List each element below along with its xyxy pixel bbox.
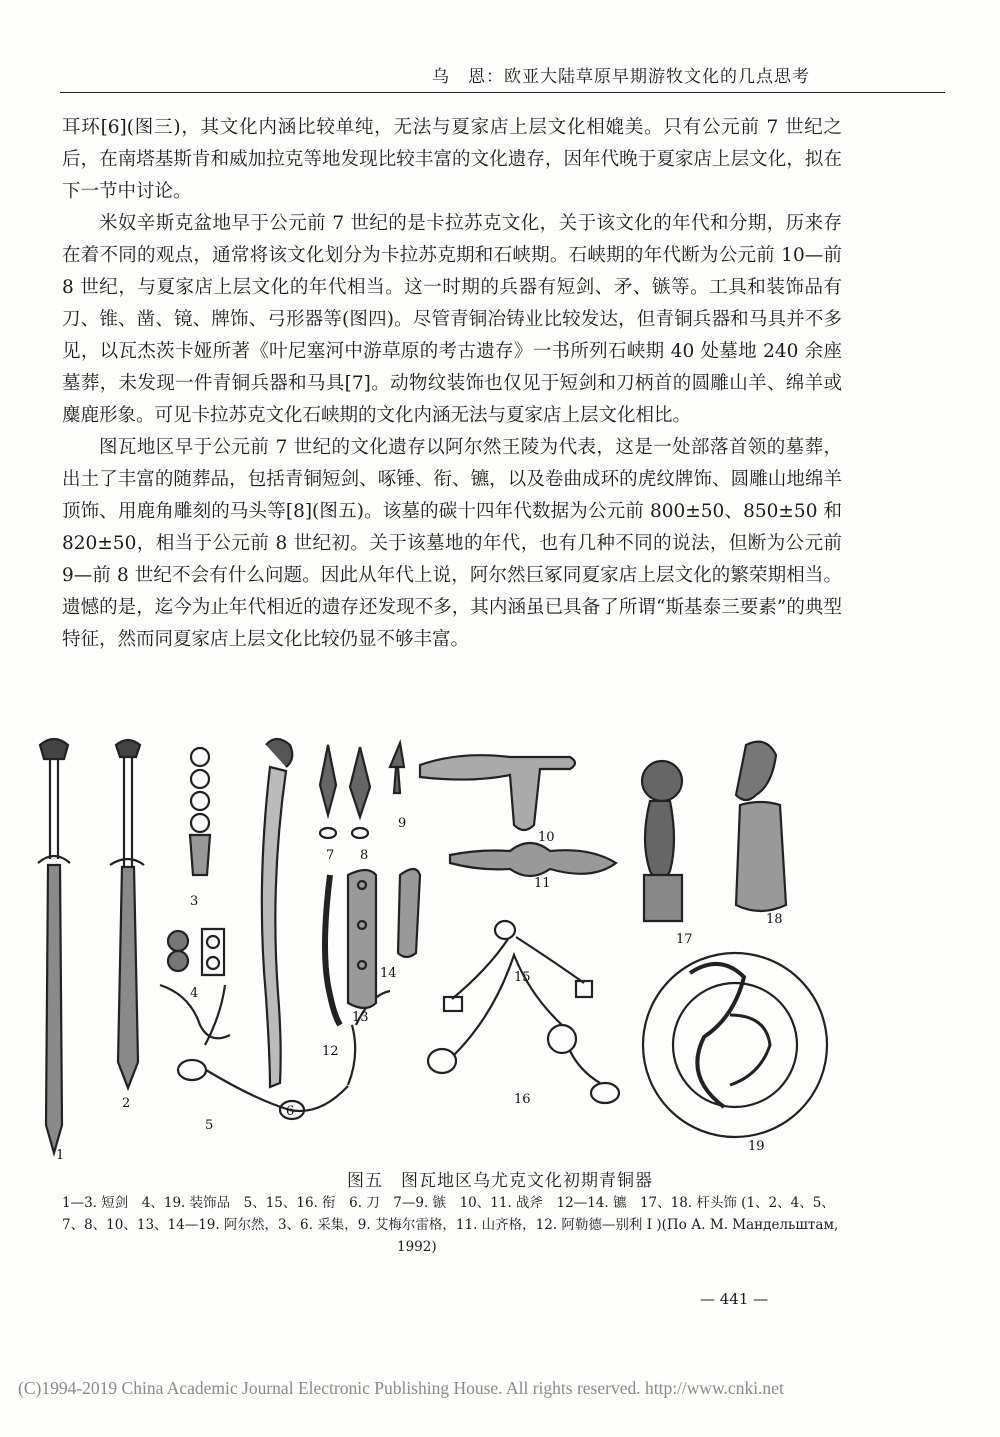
label-2: 2 — [122, 1096, 131, 1111]
label-6: 6 — [286, 1104, 295, 1119]
header-rule — [60, 92, 945, 93]
label-11: 11 — [534, 876, 551, 891]
figure-5-bronze-artifacts — [30, 725, 850, 1165]
label-18: 18 — [766, 912, 783, 927]
label-5: 5 — [205, 1118, 214, 1133]
ornament-19-drawing — [643, 953, 827, 1137]
label-17: 17 — [676, 932, 693, 947]
cheekpieces-12-14-drawing — [325, 869, 420, 1025]
label-12: 12 — [322, 1044, 339, 1059]
figure-caption: 图五 图瓦地区乌尤克文化初期青铜器 — [347, 1171, 653, 1191]
figure-notes-line-2: 1992) — [397, 1239, 437, 1255]
axe-11-drawing — [450, 843, 616, 876]
label-4: 4 — [190, 986, 199, 1001]
label-10: 10 — [538, 830, 555, 845]
label-13: 13 — [352, 1010, 369, 1025]
paragraph-2: 米奴辛斯克盆地早于公元前 7 世纪的是卡拉苏克文化，关于该文化的年代和分期，历来存在着不同的观点，通常将该文化划分为卡拉苏克期和石峡期。石峡期的年代断为公元前 10—前 8 世纪，与夏家店上层文化的年代相当。这一时期的兵器有短剑、矛、镞等。工具和装饰品有刀、锥、凿、镜、牌饰、弓形器等(图四)。尽管青铜冶铸业比较发达，但青铜兵器和马具并不多见，以瓦杰茨卡娅所著《叶尼塞河中游草原的考古遗存》一书所列石峡期 40 处墓地 240 余座墓葬，未发现一件青铜兵器和马具[7]。动物纹装饰也仅见于短剑和刀柄首的圆雕山羊、绵羊或麋鹿形象。可见卡拉苏克文化石峡期的文化内涵无法与夏家店上层文化相比。 — [62, 213, 842, 426]
page-number: — 441 — — [700, 1290, 769, 1308]
label-16: 16 — [514, 1092, 531, 1107]
knife-6-drawing — [262, 739, 292, 1087]
label-7: 7 — [326, 848, 335, 863]
figure-notes — [62, 1192, 852, 1258]
dagger-3-drawing — [190, 748, 210, 875]
finial-17-drawing — [642, 761, 682, 921]
paragraph-1: 耳环[6](图三)，其文化内涵比较单纯，无法与夏家店上层文化相媲美。只有公元前 7 世纪之后，在南塔基斯肯和威加拉克等地发现比较丰富的文化遗存，因年代晚于夏家店上层文化，拟在下一节中讨论。 — [62, 117, 842, 202]
axe-10-drawing — [420, 755, 575, 830]
label-14: 14 — [380, 966, 397, 981]
arrowheads-7-9-drawing — [320, 743, 407, 838]
finial-18-drawing — [736, 742, 786, 911]
body-text — [62, 112, 842, 656]
label-15: 15 — [514, 970, 531, 985]
label-9: 9 — [398, 816, 407, 831]
label-3: 3 — [190, 894, 199, 909]
ornament-4-drawing — [168, 929, 224, 975]
running-header: 乌 恩：欧亚大陆草原早期游牧文化的几点思考 — [432, 67, 810, 87]
figure-notes-line-1: 1—3. 短剑 4、19. 装饰品 5、15、16. 衔 6. 刀 7—9. 镞 10、11. 战斧 12—14. 镳 17、18. 杆头饰 (1、2、4、5、7、8、10、13、14—19. 阿尔然，3、6. 采集，9. 艾梅尔雷格，11. 山齐格，12. 阿勒德—别利 I )(По А. М. Мандельштам, — [62, 1195, 839, 1233]
label-19: 19 — [748, 1139, 765, 1154]
label-1: 1 — [56, 1148, 65, 1163]
figure-number-labels — [56, 816, 783, 1163]
artifact-illustration — [30, 725, 850, 1165]
label-8: 8 — [360, 848, 369, 863]
dagger-1-drawing — [38, 739, 70, 1153]
paragraph-3: 图瓦地区早于公元前 7 世纪的文化遗存以阿尔然王陵为代表，这是一处部落首领的墓葬，出土了丰富的随葬品，包括青铜短剑、啄锤、衔、镳，以及卷曲成环的虎纹牌饰、圆雕山地绵羊顶饰、用鹿角雕刻的马头等[8](图五)。该墓的碳十四年代数据为公元前 800±50、850±50 和 820±50，相当于公元前 8 世纪初。关于该墓地的年代，也有几种不同的说法，但断为公元前 9—前 8 世纪不会有什么问题。因此从年代上说，阿尔然巨冢同夏家店上层文化的繁荣期相当。遗憾的是，迄今为止年代相近的遗存还发现不多，其内涵虽已具备了所谓“斯基泰三要素”的典型特征，然而同夏家店上层文化比较仍显不够丰富。 — [62, 437, 842, 650]
dagger-2-drawing — [110, 740, 144, 1088]
copyright-footer: (C)1994-2019 China Academic Journal Electronic Publishing House. All rights reserved. http://www.cnki.net — [18, 1378, 784, 1398]
